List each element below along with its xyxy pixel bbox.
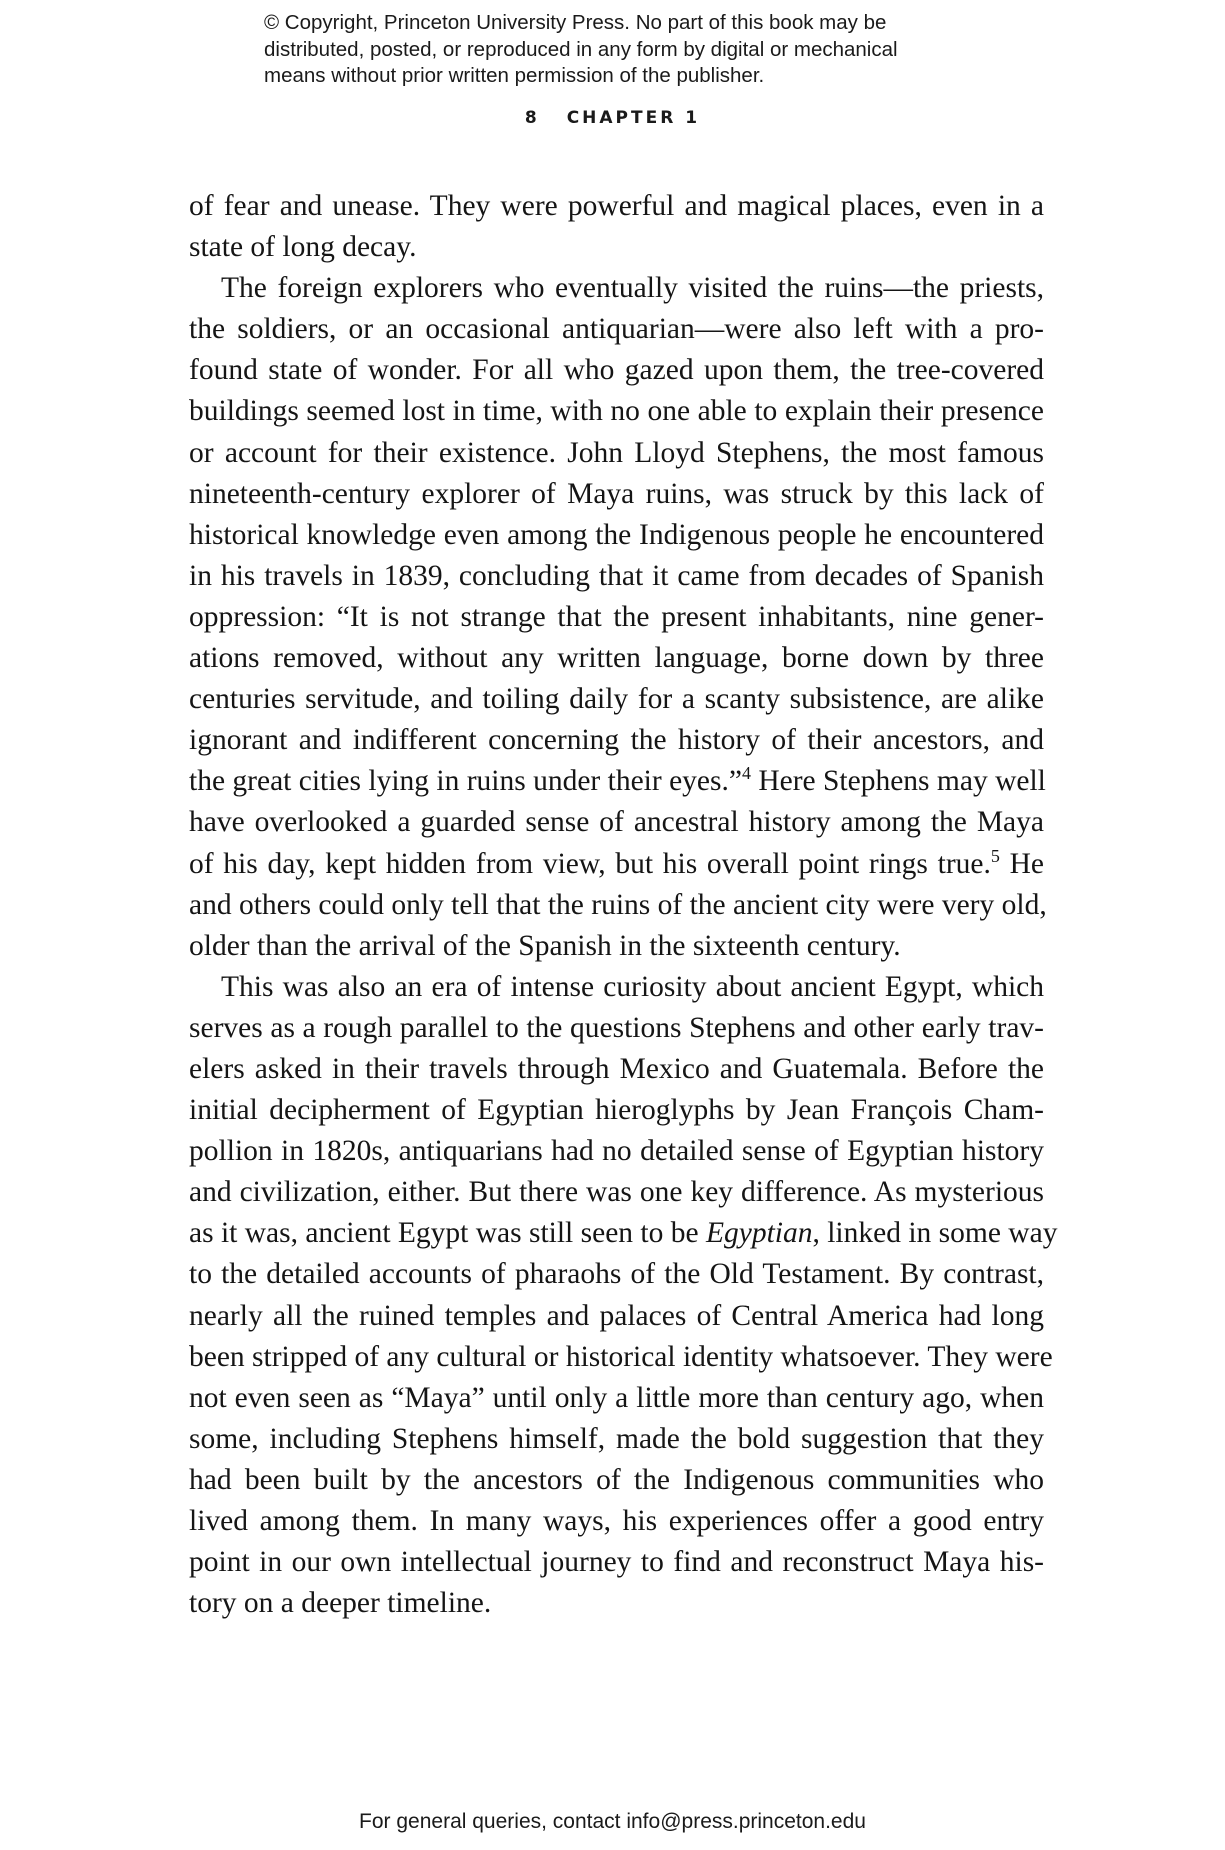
copyright-line: © Copyright, Princeton University Press. No part of this book may be [264,11,887,34]
text-line: tory on a deeper timeline. [189,1587,492,1620]
text-line: nineteenth-century explorer of Maya ruins, was struck by this lack of [189,477,1044,510]
text-line: serves as a rough parallel to the questions Stephens and other early trav- [189,1011,1044,1044]
text-line: the soldiers, or an occasional antiquarian—were also left with a pro- [189,313,1044,346]
text-line: had been built by the ancestors of the Indigenous communities who [189,1463,1044,1496]
text-line: point in our own intellectual journey to find and reconstruct Maya his- [189,1546,1044,1579]
text-line: initial decipherment of Egyptian hieroglyphs by Jean François Cham- [189,1094,1044,1127]
text-segment: as it was, ancient Egypt was still seen to be [189,1217,706,1250]
chapter-label: CHAPTER 1 [566,108,701,128]
footnote-ref[interactable]: 4 [741,763,751,784]
text-line: some, including Stephens himself, made the bold suggestion that they [189,1422,1044,1455]
text-line: or account for their existence. John Lloyd Stephens, the most famous [189,436,1044,469]
text-line: This was also an era of intense curiosity about ancient Egypt, which [221,970,1044,1003]
text-line: older than the arrival of the Spanish in the sixteenth century. [189,929,901,962]
copyright-line: distributed, posted, or reproduced in any form by digital or mechanical [264,37,898,61]
text-segment: He [999,847,1044,880]
text-line: of fear and unease. They were powerful and magical places, even in a [189,190,1044,222]
text-line: state of long decay. [189,231,417,264]
text-line: oppression: “It is not strange that the present inhabitants, nine gener- [189,600,1044,633]
body-text [189,186,1058,1624]
emphasis-text: Egyptian [705,1217,813,1250]
copyright-notice [264,10,1024,90]
text-line [189,761,1044,802]
text-segment: , linked in some way [812,1217,1058,1250]
text-line: elers asked in their travels through Mexico and Guatemala. Before the [189,1052,1044,1085]
copyright-line: means without prior written permission of the publisher. [264,64,765,87]
text-line: pollion in 1820s, antiquarians had no detailed sense of Egyptian history [189,1135,1044,1168]
text-line: ignorant and indifferent concerning the history of their ancestors, and [189,724,1044,757]
text-line: nearly all the ruined temples and palaces of Central America had long [189,1299,1044,1332]
text-segment: the great cities lying in ruins under their eyes.” [189,765,742,798]
text-segment: of his day, kept hidden from view, but his overall point rings true. [189,847,991,880]
text-line: historical knowledge even among the Indigenous people he encountered [189,518,1044,551]
text-line: and others could only tell that the ruins of the ancient city were very old, [189,888,1047,921]
text-line: ations removed, without any written language, borne down by three [189,642,1044,675]
text-line [189,844,1044,885]
text-line: not even seen as “Maya” until only a little more than century ago, when [189,1381,1044,1414]
text-line [189,1213,1058,1254]
text-line: to the detailed accounts of pharaohs of the Old Testament. By contrast, [189,1258,1044,1291]
text-line: and civilization, either. But there was one key difference. As mysterious [189,1176,1044,1209]
footer-contact: For general queries, contact info@press.princeton.edu [359,1810,866,1833]
text-line: have overlooked a guarded sense of ancestral history among the Maya [189,806,1044,839]
text-line: The foreign explorers who eventually visited the ruins—the priests, [221,272,1044,305]
footnote-ref[interactable]: 5 [990,845,1000,866]
text-line: lived among them. In many ways, his experiences offer a good entry [189,1505,1044,1537]
text-segment: Here Stephens may well [750,765,1046,798]
page-number: 8 [524,108,540,128]
text-line: been stripped of any cultural or historical identity whatsoever. They were [189,1340,1053,1373]
running-head [0,108,1225,128]
text-line: found state of wonder. For all who gazed upon them, the tree-covered [189,354,1044,387]
text-line: centuries servitude, and toiling daily for a scanty subsistence, are alike [189,683,1044,716]
text-line: buildings seemed lost in time, with no one able to explain their presence [189,395,1044,428]
text-line: in his travels in 1839, concluding that it came from decades of Spanish [189,559,1044,592]
